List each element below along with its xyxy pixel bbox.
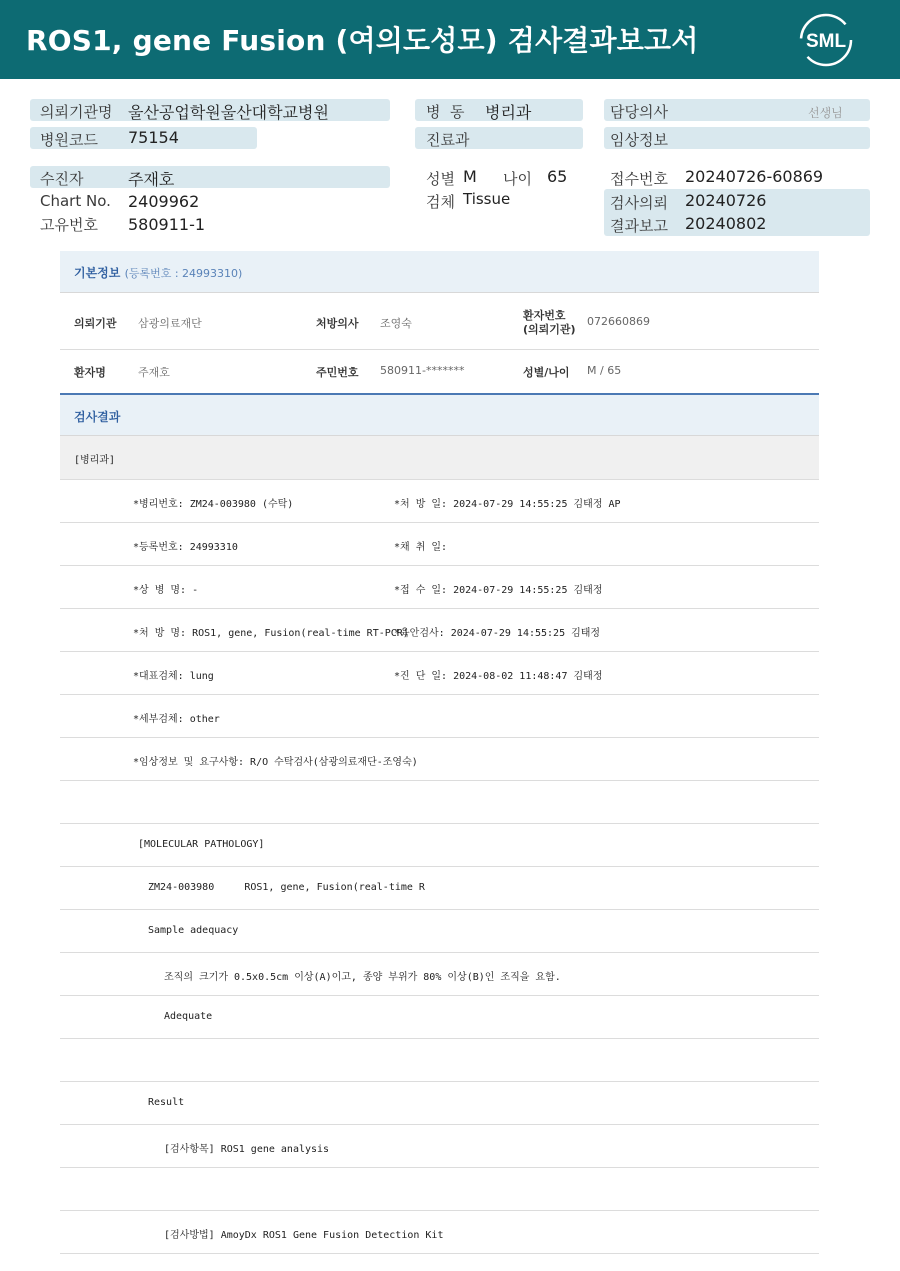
result-title: 검사결과 — [74, 410, 121, 424]
hospital-code-value: 75154 — [128, 128, 179, 147]
basic-info-title: 기본정보 (등록번호 : 24993310) — [74, 266, 243, 280]
report-line — [60, 1082, 819, 1125]
patient-no-field-sublabel: (의뢰기관) — [523, 323, 576, 336]
result-row-right: *육안검사: 2024-07-29 14:55:25 김태정 — [394, 628, 601, 639]
department-label: 진료과 — [426, 131, 470, 149]
chart-no-value: 2409962 — [128, 192, 200, 211]
report-line-text: Sample adequacy — [148, 925, 239, 936]
institution-label: 의뢰기관명 — [40, 103, 113, 121]
result-row — [60, 566, 819, 609]
report-line — [60, 953, 819, 996]
result-row — [60, 523, 819, 566]
result-report-value: 20240802 — [685, 214, 767, 233]
patient-value: 주재호 — [128, 170, 175, 189]
specimen-label: 검체 — [426, 193, 455, 211]
doctor-label: 담당의사 — [610, 103, 668, 121]
unique-no-label: 고유번호 — [40, 216, 98, 234]
patient-label: 수진자 — [40, 170, 84, 188]
basic-info-reg-no: (등록번호 : 24993310) — [124, 267, 243, 280]
patient-no-field-label: 환자번호 — [523, 309, 566, 322]
dept-row — [60, 436, 819, 480]
report-line — [60, 996, 819, 1039]
result-row-right: *진 단 일: 2024-08-02 11:48:47 김태정 — [394, 671, 603, 682]
result-row — [60, 738, 819, 781]
report-line — [60, 910, 819, 953]
institution-value: 울산공업학원울산대학교병원 — [128, 103, 329, 122]
result-header — [60, 393, 819, 436]
patient-name-field-label: 환자명 — [74, 366, 106, 379]
report-line — [60, 1168, 819, 1211]
result-row — [60, 480, 819, 523]
result-row-right: *채 취 일: — [394, 542, 448, 553]
result-row-left: *처 방 명: ROS1, gene, Fusion(real-time RT-PCR) — [133, 628, 409, 639]
report-line — [60, 1211, 819, 1254]
patient-name-field-value: 주재호 — [138, 366, 170, 379]
result-row — [60, 652, 819, 695]
age-label: 나이 — [503, 170, 532, 188]
prescriber-field-label: 처방의사 — [316, 317, 359, 330]
report-line-text: [MOLECULAR PATHOLOGY] — [138, 839, 265, 850]
doctor-suffix: 선생님 — [808, 106, 843, 120]
result-row-right: *처 방 일: 2024-07-29 14:55:25 김태정 AP — [394, 499, 621, 510]
report-line-text: [검사항목] ROS1 gene analysis — [164, 1144, 330, 1155]
result-report-label: 결과보고 — [610, 217, 668, 235]
result-row-left: *임상정보 및 요구사항: R/O 수탁검사(삼광의료재단-조영숙) — [133, 757, 418, 768]
clinical-info-label: 임상정보 — [610, 131, 668, 149]
report-line — [60, 867, 819, 910]
chart-no-label: Chart No. — [40, 192, 111, 210]
report-line-text: ZM24-003980 ROS1, gene, Fusion(real-time R — [148, 882, 425, 893]
sex-label: 성별 — [426, 170, 455, 188]
result-row-left: *등록번호: 24993310 — [133, 542, 238, 553]
report-line — [60, 1039, 819, 1082]
report-header — [0, 0, 900, 79]
result-row-left: *세부검체: other — [133, 714, 220, 725]
result-row-left: *병리번호: ZM24-003980 (수탁) — [133, 499, 294, 510]
basic-info-row-2 — [60, 350, 819, 393]
test-request-value: 20240726 — [685, 191, 767, 210]
report-line — [60, 781, 819, 824]
report-line-text: 조직의 크기가 0.5x0.5cm 이상(A)이고, 종양 부위가 80% 이상(B)인 조직을 요함. — [164, 972, 561, 983]
sex-age-field-label: 성별/나이 — [523, 366, 570, 379]
patient-pill — [30, 166, 390, 188]
result-row — [60, 695, 819, 738]
specimen-value: Tissue — [463, 190, 511, 208]
ward-label: 병 동 — [426, 103, 465, 121]
report-line-text: [검사방법] AmoyDx ROS1 Gene Fusion Detection Kit — [164, 1230, 444, 1241]
resident-no-field-label: 주민번호 — [316, 366, 359, 379]
resident-no-field-value: 580911-******* — [380, 364, 465, 377]
svg-text:SML: SML — [805, 31, 847, 52]
institution-field-label: 의뢰기관 — [74, 317, 117, 330]
age-value: 65 — [547, 167, 568, 186]
ward-value: 병리과 — [485, 103, 532, 122]
sml-logo — [798, 12, 854, 68]
report-line — [60, 1125, 819, 1168]
prescriber-field-value: 조영숙 — [380, 317, 412, 330]
receipt-no-label: 접수번호 — [610, 170, 668, 188]
basic-info-row-1 — [60, 293, 819, 350]
result-row-left: *상 병 명: - — [133, 585, 199, 596]
basic-info-header — [60, 251, 819, 293]
report-title: ROS1, gene Fusion (여의도성모) 검사결과보고서 — [26, 24, 699, 57]
test-request-label: 검사의뢰 — [610, 194, 668, 212]
result-row-left: *대표검체: lung — [133, 671, 214, 682]
sex-age-field-value: M / 65 — [587, 364, 622, 377]
result-row-right: *접 수 일: 2024-07-29 14:55:25 김태정 — [394, 585, 603, 596]
report-line — [60, 824, 819, 867]
institution-field-value: 삼광의료재단 — [138, 317, 202, 330]
unique-no-value: 580911-1 — [128, 215, 206, 234]
dept-label: [병리과] — [74, 455, 116, 466]
result-row — [60, 609, 819, 652]
patient-no-field-value: 072660869 — [587, 315, 650, 328]
sex-value: M — [463, 167, 477, 186]
report-line-text: Result — [148, 1097, 185, 1108]
report-line-text: Adequate — [164, 1011, 213, 1022]
receipt-no-value: 20240726-60869 — [685, 167, 824, 186]
hospital-code-label: 병원코드 — [40, 131, 98, 149]
